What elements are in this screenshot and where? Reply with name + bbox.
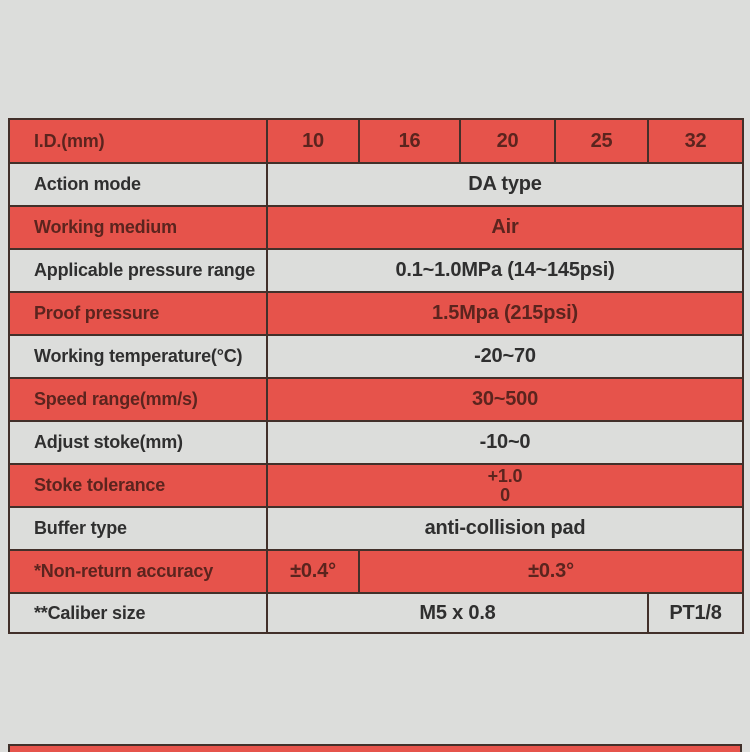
table-row-caliber-size: [9, 593, 743, 633]
next-section-edge: [8, 744, 742, 752]
tolerance-lower: 0: [500, 484, 510, 505]
row-value: anti-collision pad: [267, 507, 743, 550]
header-size-32: 32: [648, 119, 743, 163]
row-label: Action mode: [9, 163, 267, 206]
row-label: Adjust stoke(mm): [9, 421, 267, 464]
row-label: Applicable pressure range: [9, 249, 267, 292]
row-value-other-sizes: ±0.3°: [359, 550, 743, 593]
table-row-working-medium: [9, 206, 743, 249]
table-row-pressure-range: [9, 249, 743, 292]
row-label: Stoke tolerance: [9, 464, 267, 507]
row-label: Buffer type: [9, 507, 267, 550]
header-size-20: 20: [460, 119, 555, 163]
row-value: [267, 464, 743, 507]
row-value: Air: [267, 206, 743, 249]
table-row-stoke-tolerance: [9, 464, 743, 507]
table-row-proof-pressure: [9, 292, 743, 335]
table-row-working-temperature: [9, 335, 743, 378]
table-header-row: [9, 119, 743, 163]
row-value: DA type: [267, 163, 743, 206]
table-row-speed-range: [9, 378, 743, 421]
row-value-size10: ±0.4°: [267, 550, 359, 593]
row-value: -20~70: [267, 335, 743, 378]
row-value-size32: PT1/8: [648, 593, 743, 633]
row-value: 1.5Mpa (215psi): [267, 292, 743, 335]
row-label: Working temperature(°C): [9, 335, 267, 378]
row-label: Working medium: [9, 206, 267, 249]
header-label: I.D.(mm): [9, 119, 267, 163]
row-label: Proof pressure: [9, 292, 267, 335]
row-label: *Non-return accuracy: [9, 550, 267, 593]
table-row-adjust-stoke: [9, 421, 743, 464]
row-value: 30~500: [267, 378, 743, 421]
table-row-non-return-accuracy: [9, 550, 743, 593]
row-value-main: M5 x 0.8: [267, 593, 648, 633]
tolerance-upper: +1.0: [487, 465, 523, 486]
row-value: -10~0: [267, 421, 743, 464]
spec-table: [8, 118, 744, 634]
header-size-16: 16: [359, 119, 460, 163]
row-value: 0.1~1.0MPa (14~145psi): [267, 249, 743, 292]
header-size-25: 25: [555, 119, 648, 163]
table-row-buffer-type: [9, 507, 743, 550]
row-label: Speed range(mm/s): [9, 378, 267, 421]
table-row-action-mode: [9, 163, 743, 206]
header-size-10: 10: [267, 119, 359, 163]
row-label: **Caliber size: [9, 593, 267, 633]
